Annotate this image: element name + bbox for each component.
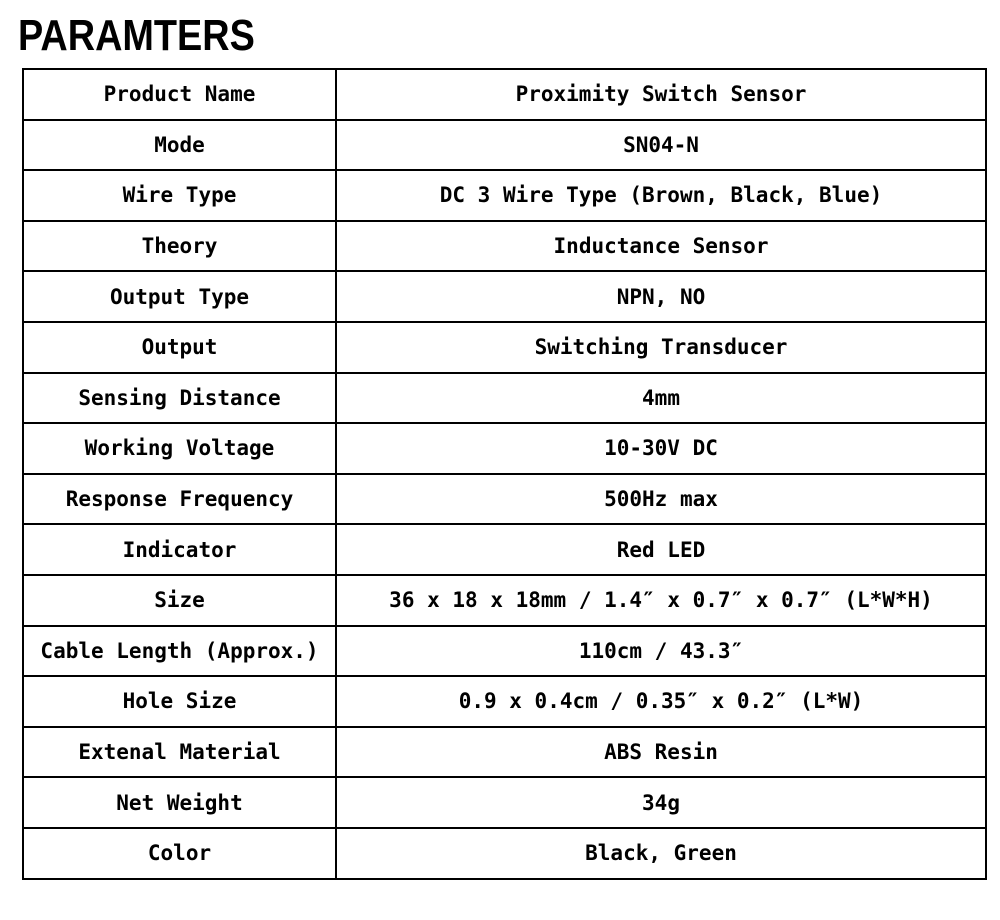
param-value: 0.9 x 0.4cm / 0.35″ x 0.2″ (L*W)	[336, 676, 986, 727]
param-value: Inductance Sensor	[336, 221, 986, 272]
param-value: Proximity Switch Sensor	[336, 69, 986, 120]
table-row	[23, 676, 986, 727]
param-label: Response Frequency	[23, 474, 336, 525]
param-value: 10-30V DC	[336, 423, 986, 474]
param-label: Indicator	[23, 524, 336, 575]
param-label: Working Voltage	[23, 423, 336, 474]
param-label: Hole Size	[23, 676, 336, 727]
param-label: Mode	[23, 120, 336, 171]
param-value: NPN, NO	[336, 271, 986, 322]
param-value: SN04-N	[336, 120, 986, 171]
table-row	[23, 727, 986, 778]
table-row	[23, 626, 986, 677]
table-row	[23, 575, 986, 626]
param-label: Output Type	[23, 271, 336, 322]
param-value: DC 3 Wire Type (Brown, Black, Blue)	[336, 170, 986, 221]
parameters-table	[22, 68, 987, 880]
param-value: 4mm	[336, 373, 986, 424]
param-label: Wire Type	[23, 170, 336, 221]
param-label: Product Name	[23, 69, 336, 120]
table-row	[23, 170, 986, 221]
param-value: ABS Resin	[336, 727, 986, 778]
table-row	[23, 474, 986, 525]
param-label: Color	[23, 828, 336, 879]
param-value: 500Hz max	[336, 474, 986, 525]
param-label: Output	[23, 322, 336, 373]
param-value: 34g	[336, 777, 986, 828]
table-row	[23, 120, 986, 171]
table-row	[23, 423, 986, 474]
param-value: 36 x 18 x 18mm / 1.4″ x 0.7″ x 0.7″ (L*W*H)	[336, 575, 986, 626]
table-row	[23, 828, 986, 879]
param-label: Sensing Distance	[23, 373, 336, 424]
param-label: Cable Length (Approx.)	[23, 626, 336, 677]
table-row	[23, 221, 986, 272]
table-row	[23, 69, 986, 120]
param-value: Switching Transducer	[336, 322, 986, 373]
param-value: Black, Green	[336, 828, 986, 879]
table-row	[23, 373, 986, 424]
table-row	[23, 322, 986, 373]
param-value: Red LED	[336, 524, 986, 575]
param-label: Size	[23, 575, 336, 626]
param-value: 110cm / 43.3″	[336, 626, 986, 677]
table-row	[23, 271, 986, 322]
param-label: Extenal Material	[23, 727, 336, 778]
param-label: Theory	[23, 221, 336, 272]
table-row	[23, 524, 986, 575]
page-title: PARAMTERS	[18, 11, 255, 60]
table-row	[23, 777, 986, 828]
param-label: Net Weight	[23, 777, 336, 828]
